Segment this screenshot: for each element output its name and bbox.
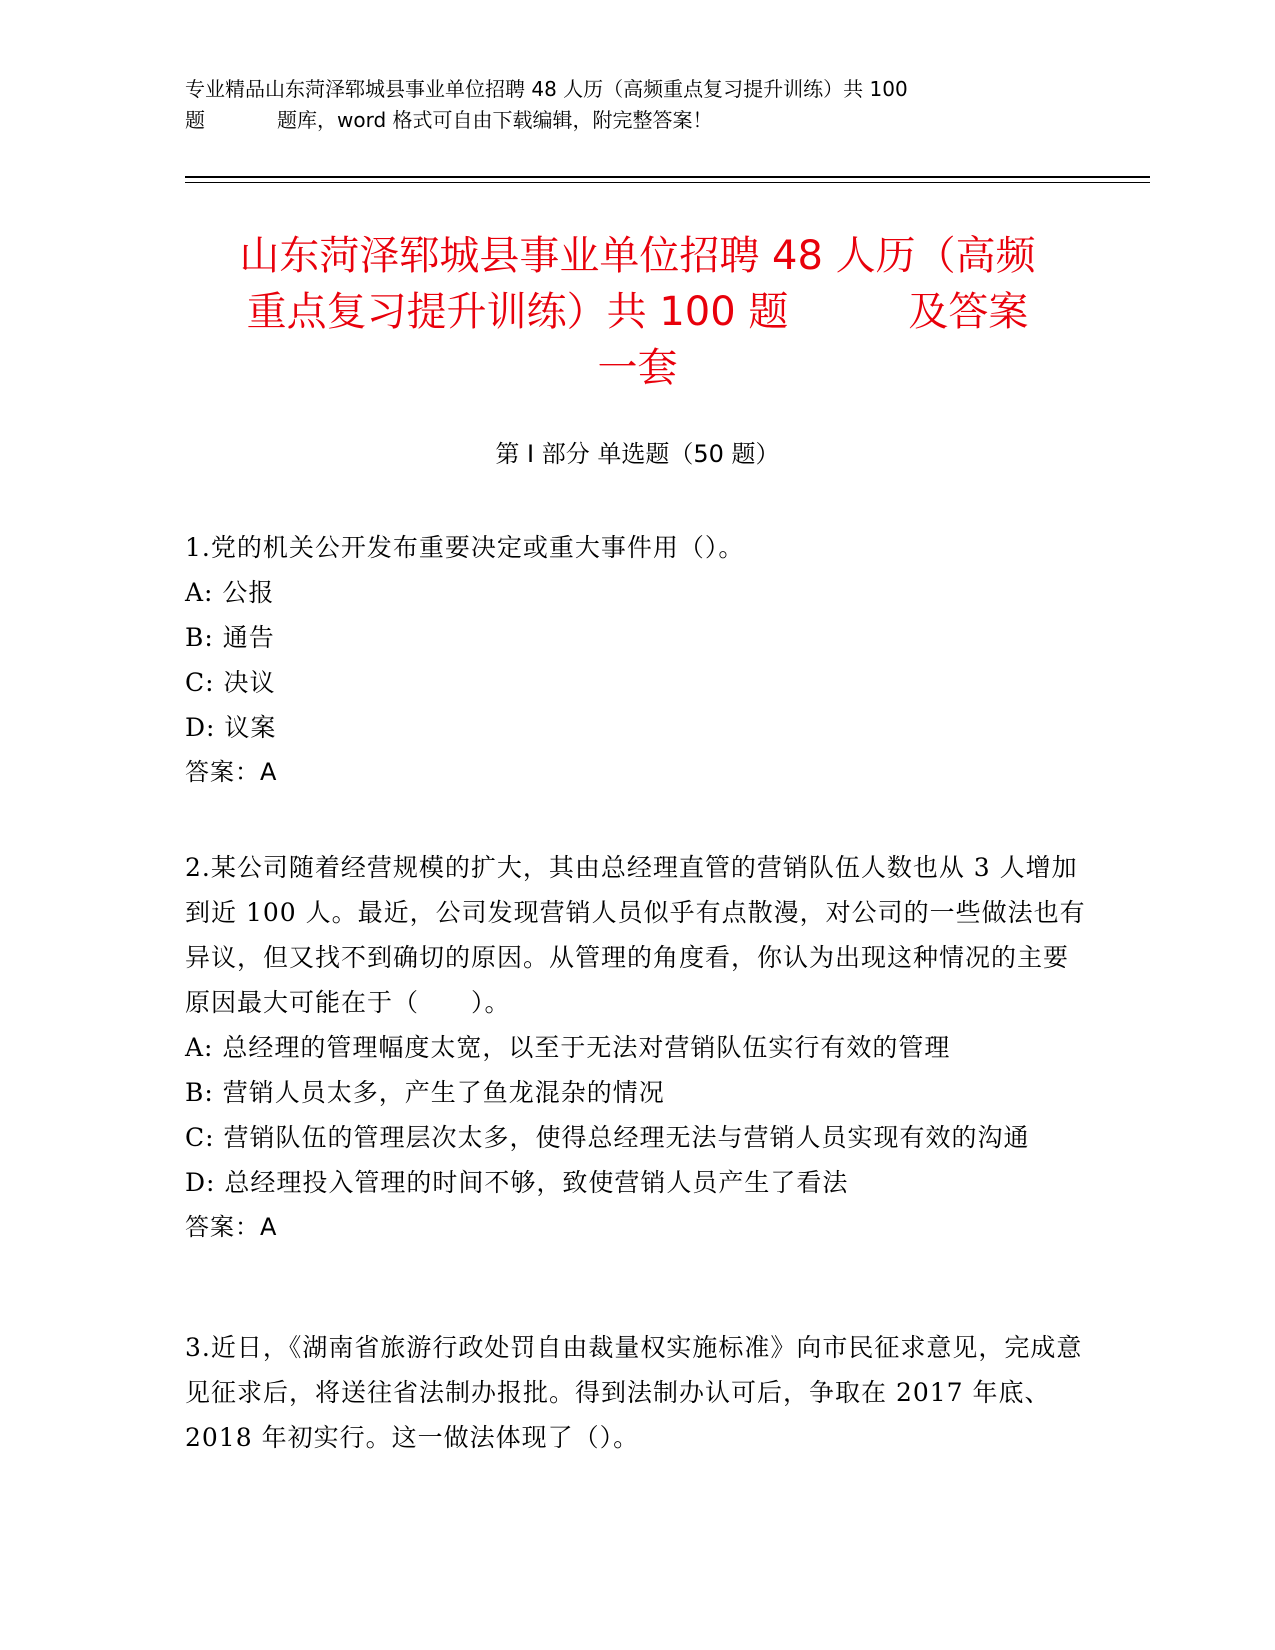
header-note-line-2-end: 题库，word 格式可自由下载编辑，附完整答案！ — [277, 108, 713, 132]
header-divider-thick — [185, 176, 1150, 178]
document-title — [190, 228, 1085, 396]
header-note-line-2-start: 题 — [185, 108, 205, 132]
option-d: D: 议案 — [185, 713, 277, 742]
option-b: B: 通告 — [185, 623, 275, 652]
section-title: 第 I 部分 单选题（50 题） — [495, 440, 780, 468]
document-header-note — [185, 74, 1065, 136]
question-1 — [185, 525, 1090, 795]
answer: 答案：A — [185, 758, 278, 786]
title-line-2-start: 重点复习提升训练）共 100 题 — [246, 289, 789, 335]
question-2 — [185, 845, 1090, 1250]
option-a: A: 总经理的管理幅度太宽，以至于无法对营销队伍实行有效的管理 — [185, 1033, 951, 1062]
header-note-line-1: 专业精品山东菏泽郓城县事业单位招聘 48 人历（高频重点复习提升训练）共 100 — [185, 77, 908, 101]
title-line-2-end: 及答案 — [908, 289, 1029, 335]
header-divider-thin — [185, 182, 1150, 183]
option-b: B: 营销人员太多，产生了鱼龙混杂的情况 — [185, 1078, 665, 1107]
option-c: C: 营销队伍的管理层次太多，使得总经理无法与营销人员实现有效的沟通 — [185, 1123, 1030, 1152]
question-stem: 1.党的机关公开发布重要决定或重大事件用（）。 — [185, 533, 745, 562]
option-d: D: 总经理投入管理的时间不够，致使营销人员产生了看法 — [185, 1168, 849, 1197]
title-line-3: 一套 — [597, 345, 678, 391]
title-line-2 — [190, 284, 1085, 340]
header-note-line-2 — [185, 105, 1065, 136]
option-c: C: 决议 — [185, 668, 276, 697]
answer: 答案：A — [185, 1213, 278, 1241]
question-stem: 2.某公司随着经营规模的扩大，其由总经理直管的营销队伍人数也从 3 人增加到近 100 人。最近，公司发现营销人员似乎有点散漫，对公司的一些做法也有异议，但又找不到确切的原因。从管理的角度看，你认为出现这种情况的主要原因最大可能在于（ ）。 — [185, 853, 1086, 1017]
option-a: A: 公报 — [185, 578, 275, 607]
title-line-1: 山东菏泽郓城县事业单位招聘 48 人历（高频 — [239, 233, 1036, 279]
question-3 — [185, 1325, 1090, 1460]
question-stem: 3.近日，《湖南省旅游行政处罚自由裁量权实施标准》向市民征求意见，完成意见征求后，将送往省法制办报批。得到法制办认可后，争取在 2017 年底、2018 年初实行。这一做法体现了（）。 — [185, 1333, 1083, 1452]
